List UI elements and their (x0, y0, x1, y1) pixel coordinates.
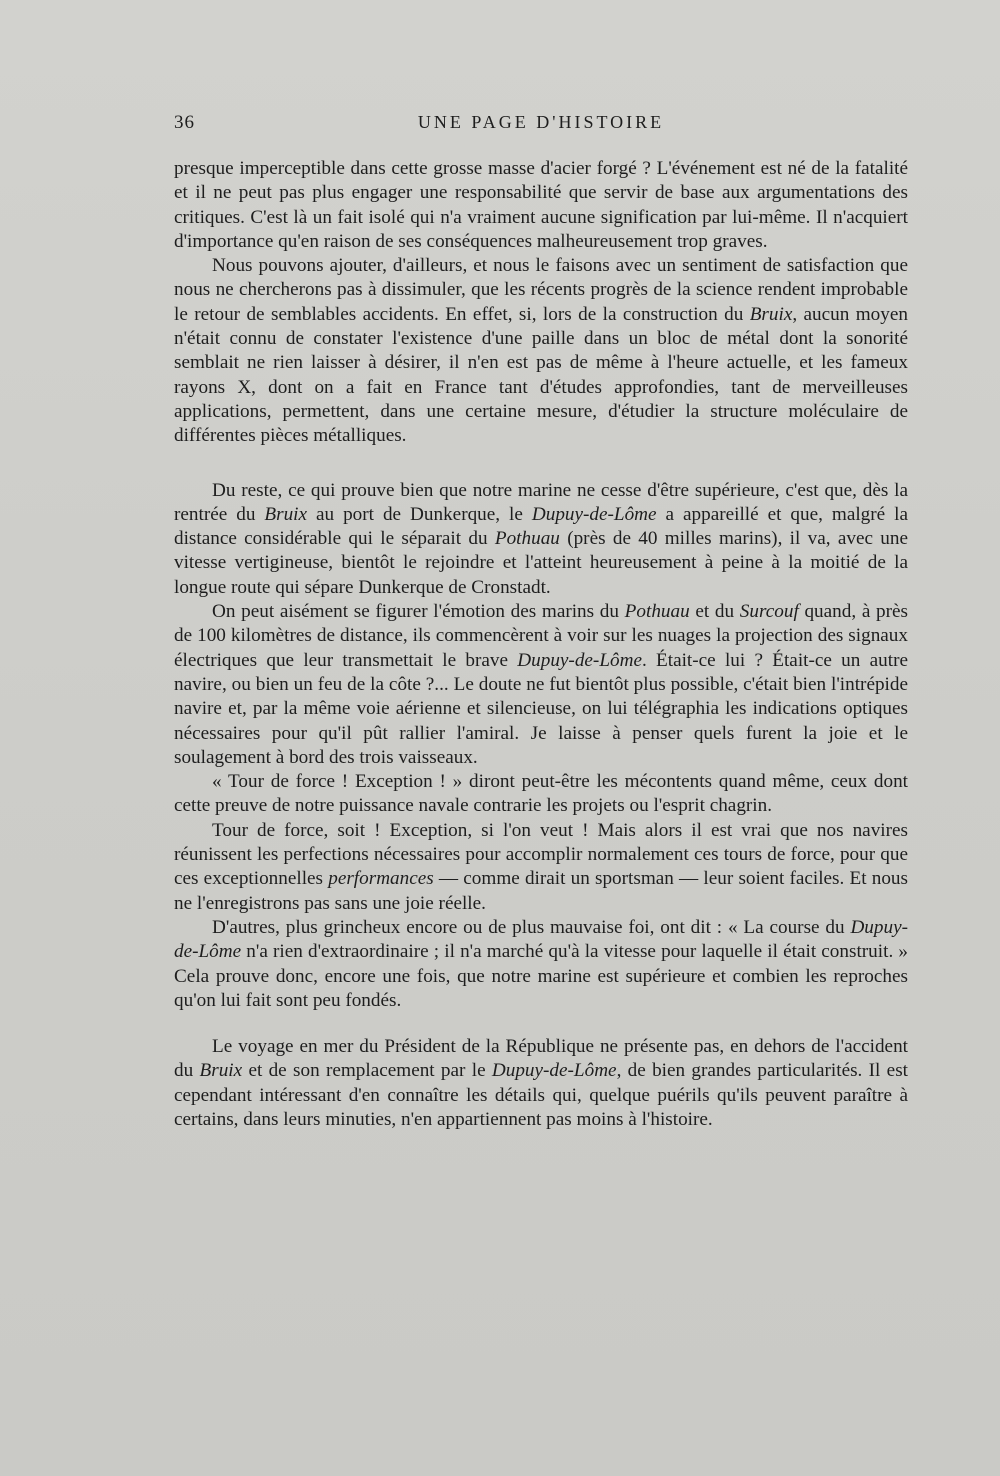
text-run: On peut aisément se figurer l'émotion des marins du (212, 601, 625, 623)
text-run: n'a rien d'extraordinaire ; il n'a marché qu'à la vitesse pour laquelle il était construit. » Cela prouve donc, encore une fois, que notre marine est supérieure et combien les reproches qu'on lui fait sont peu fondés. (174, 941, 908, 1011)
italic-text: Bruix (749, 303, 793, 325)
text-run: quand, à près de 100 kilomètres de distance, ils commencèrent à voir sur les nuages la projection des signaux électriques que leur transmettait le brave (174, 601, 908, 671)
text-run: D'autres, plus grincheux encore ou de plus mauvaise foi, ont dit : « La course du (212, 916, 851, 938)
text-run: et du (689, 601, 740, 623)
paragraph (174, 819, 908, 916)
italic-text: Pothuau (624, 601, 690, 623)
text-run: « Tour de force ! Exception ! » diront peut-être les mécontents quand même, ceux dont cette preuve de notre puissance navale contrarie les projets ou l'esprit chagrin. (174, 771, 908, 817)
paragraph (174, 254, 908, 448)
italic-text: Dupuy-de-Lôme (517, 649, 642, 671)
paragraph (174, 479, 908, 600)
text-run: Nous pouvons ajouter, d'ailleurs, et nous le faisons avec un sentiment de satisfaction que nous ne chercherons pas à dissimuler, que les récents progrès de la science rendent improbable le retour de semblables accidents. En effet, si, lors de la construction du (174, 255, 908, 325)
text-run: (près de 40 milles marins), il va, avec une vitesse vertigineuse, bientôt le rejoindre et l'atteint heureusement à peine à la moitié de la longue route qui sépare Dunkerque de Cronstadt. (174, 528, 908, 598)
text-run: a appareillé et que, malgré la distance considérable qui le séparait du (174, 503, 908, 550)
italic-text: Bruix (199, 1060, 243, 1082)
page-number: 36 (174, 112, 195, 133)
text-run: . Était-ce lui ? Était-ce un autre navire, ou bien un feu de la côte ?... Le doute ne fut bientôt plus possible, c'était bien l'intrépide navire et, par la même voie aérienne et silencieuse, on lui télégraphia les indications optiques nécessaires pour qu'il pût rallier l'amiral. Je laisse à penser quels furent la joie et le soulagement à bord des trois vaisseaux. (174, 649, 908, 768)
running-title: UNE PAGE D'HISTOIRE (417, 112, 665, 132)
paragraph (174, 600, 908, 770)
text-run: Tour de force, soit ! Exception, si l'on veut ! Mais alors il est vrai que nos navires réunissent les perfections nécessaires pour accomplir normalement ces tours de force, pour que ces exceptionnelles (174, 819, 908, 890)
text-run: — comme dirait un sportsman — leur soient faciles. Et nous ne l'enregistrons pas sans une joie réelle. (174, 868, 908, 914)
italic-text: Dupuy-de-Lôme (531, 503, 657, 525)
text-run: , de bien grandes particularités. Il est cependant intéressant d'en connaître les détails qui, quelque puérils qu'ils peuvent paraître à certains, dans leurs minuties, n'en appartiennent pas moins à l'histoire. (174, 1060, 908, 1130)
text-run: Le voyage en mer du Président de la République ne présente pas, en dehors de l'accident du (174, 1036, 908, 1082)
italic-text: Dupuy-de-Lôme (174, 916, 908, 963)
italic-text: Bruix (264, 503, 308, 525)
paragraph (174, 770, 908, 819)
text-run: , aucun moyen n'était connu de constater l'existence d'une paille dans un bloc de métal dont la sonorité semblait ne rien laisser à désirer, il n'en est pas de même à l'heure actuelle, et les fameux rayons X, dont on a fait en France tant d'études approfondies, tant de merveilleuses applications, permettent, dans une certaine mesure, d'étudier la structure moléculaire de différentes pièces métalliques. (174, 303, 908, 447)
paragraph (174, 1035, 908, 1132)
page-header (174, 112, 908, 138)
paragraph (174, 157, 908, 254)
italic-text: Dupuy-de-Lôme (491, 1060, 617, 1082)
text-run: presque imperceptible dans cette grosse masse d'acier forgé ? L'événement est né de la fatalité et il ne peut pas plus engager une responsabilité que servir de base aux argumentations des critiques. C'est là un fait isolé qui n'a vraiment aucune signification par lui-même. Il n'acquiert d'importance qu'en raison de ses conséquences malheureusement trop graves. (174, 158, 908, 252)
paragraph (174, 916, 908, 1013)
italic-text: Pothuau (494, 528, 560, 550)
text-run: au port de Dunkerque, le (307, 503, 532, 525)
italic-text: Surcouf (739, 601, 799, 623)
italic-text: performances (328, 868, 434, 890)
body-text (174, 157, 908, 1132)
text-run: Du reste, ce qui prouve bien que notre marine ne cesse d'être supérieure, c'est que, dès la rentrée du (174, 479, 908, 525)
text-run: et de son remplacement par le (242, 1060, 492, 1082)
